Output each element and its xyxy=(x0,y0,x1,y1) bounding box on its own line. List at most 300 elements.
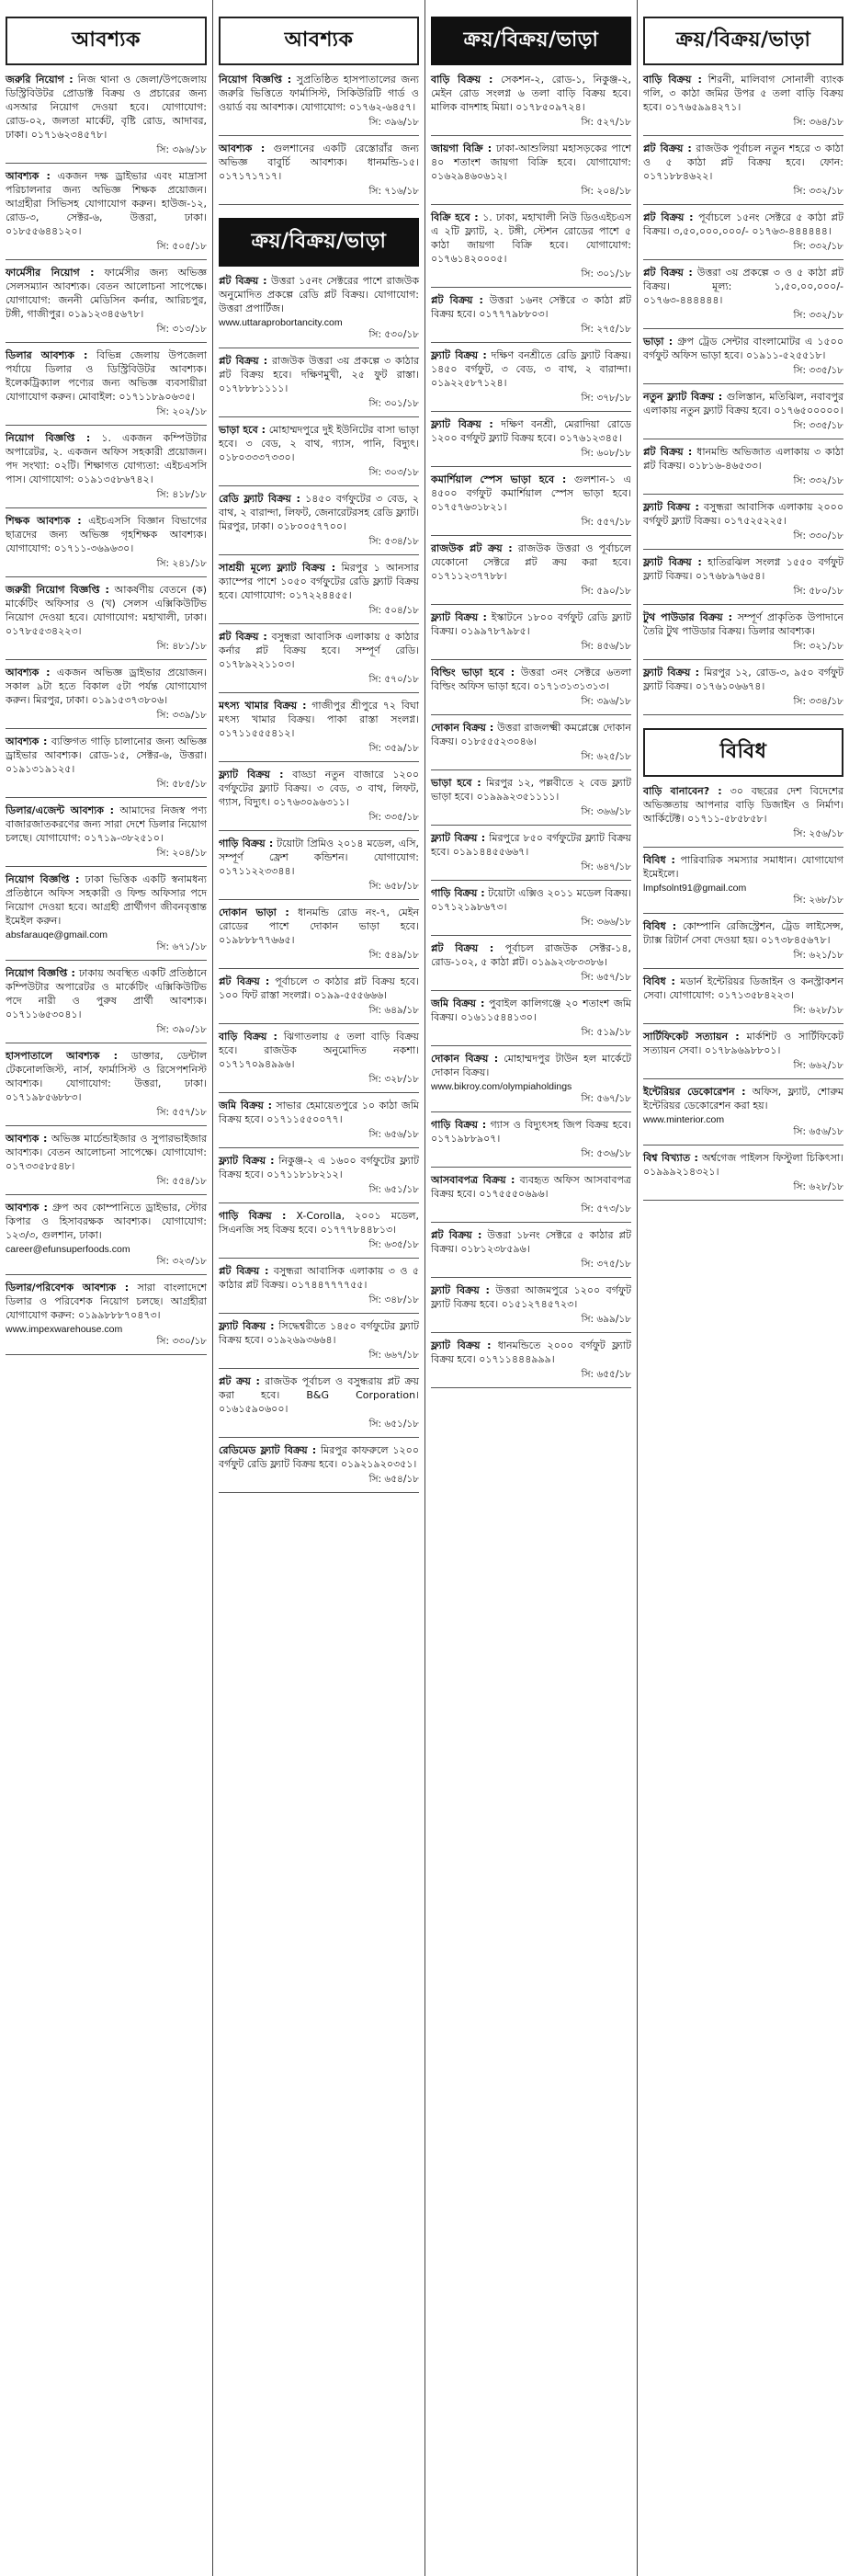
classified-ad xyxy=(219,837,419,900)
ad-category: নিয়োগ বিজ্ঞপ্তি : xyxy=(219,74,292,85)
classified-ad xyxy=(6,1201,207,1275)
classified-ad xyxy=(431,941,631,991)
ad-text xyxy=(219,1099,419,1126)
ad-category: মৎস্য খামার বিক্রয় : xyxy=(219,700,307,712)
ad-text xyxy=(431,293,631,321)
classified-ad xyxy=(431,831,631,881)
section-header: আবশ্যক xyxy=(219,17,419,65)
ad-url[interactable]: absfarauqe@gmail.com xyxy=(6,929,108,940)
ad-code: সি: ৪৫৬/১৮ xyxy=(431,640,631,660)
ad-category: ফ্ল্যাট বিক্রয় : xyxy=(431,832,486,844)
ad-category: প্লট বিক্রয় : xyxy=(431,1229,482,1241)
ad-category: নিয়োগ বিজ্ঞপ্তি : xyxy=(6,873,80,885)
ad-body: পূর্বাচল রাজউক সেক্টর-১৪, রোড-১০২, ৫ কাঠা প্লট। ০১৯৯২৩৮৩৩৮৬। xyxy=(431,942,632,968)
ad-text xyxy=(643,919,843,947)
ad-body: গ্যাস ও বিদ্যুৎসহ জিপ বিক্রয় হবে। ০১৭১৯৮৮৯০৭। xyxy=(431,1119,632,1145)
classified-ad xyxy=(643,266,843,329)
ad-category: ডিলার/এজেন্ট আবশ্যক : xyxy=(6,804,115,816)
ad-code: সি: ৬৫৬/১৮ xyxy=(643,1125,843,1146)
ad-text xyxy=(431,941,631,969)
classified-ad xyxy=(431,417,631,467)
ad-category: জমি বিক্রয় : xyxy=(431,997,485,1009)
ad-category: সাশ্রয়ী মূল্যে ফ্ল্যাট বিক্রয় : xyxy=(219,562,336,574)
ad-body: ঝিগাতলায় ৫ তলা বাড়ি বিক্রয় হবে। রাজউক অনুমোদিত নকশা। ০১৭১৭০৯৪৯৯৬। xyxy=(219,1031,419,1070)
classified-ad xyxy=(6,872,207,961)
ad-code: সি: ২০২/১৮ xyxy=(6,405,207,426)
ad-code: সি: ৩৩৫/১৮ xyxy=(643,419,843,439)
ad-body: ব্যবহৃত অফিস আসবাবপত্র বিক্রয় হবে। ০১৭৫৫৫০৬৯৬। xyxy=(431,1174,631,1200)
ad-text xyxy=(431,997,631,1024)
ad-category: ফ্ল্যাট বিক্রয় : xyxy=(219,769,284,781)
ad-code: সি: ৩৬৬/১৮ xyxy=(431,916,631,936)
ad-code: সি: ৬৪৯/১৮ xyxy=(219,1004,419,1024)
classified-ad xyxy=(219,906,419,969)
ad-body: পূর্বাচলে ১৫নং সেক্টরে ৫ কাঠা প্লট বিক্রয়। ৩,৫০,০০০,০০০/- ০১৭৬৩-৪৪৪৪৪৪। xyxy=(643,211,844,237)
ad-code: সি: ৭১৬/১৮ xyxy=(219,185,419,205)
classified-ad xyxy=(431,886,631,936)
classified-ad xyxy=(219,630,419,693)
ad-body: এইচএসসি বিজ্ঞান বিভাগের ছাত্রদের জন্য অভিজ্ঞ গৃহশিক্ষক আবশ্যক। যোগাযোগ: ০১৭১১-৩৬৯৬৩০। xyxy=(6,515,207,554)
ad-category: আবশ্যক : xyxy=(6,735,48,747)
ad-body: বসুন্ধরা আবাসিক এলাকায় ৫ কাঠার কর্নার প্লট বিক্রয় হবে। সম্পূর্ণ রেডি। ০১৭৮৯২২১১০৩। xyxy=(219,631,420,670)
ad-body: অভিজ্ঞ মার্চেন্ডাইজার ও সুপারভাইজার আবশ্যক। বেতন আলোচনা সাপেক্ষে। যোগাযোগ: ০১৭৩৩৫৮৫৪৮। xyxy=(6,1133,208,1172)
classified-ad xyxy=(431,293,631,343)
ad-body: একজন দক্ষ ড্রাইভার এবং মাদ্রাসা পরিচালনার জন্য অভিজ্ঞ শিক্ষক প্রয়োজন। আগ্রহীরা সিভিসহ যোগাযোগ করুন। হাউজ-১২, রোড-৩, সেক্টর-৬, উত্তরা, ঢাকা। ০১৮৫৫৬৪৪১২০। xyxy=(6,170,207,237)
section-header: ক্রয়/বিক্রয়/ভাড়া xyxy=(431,17,631,65)
ad-code: সি: ৩৬৬/১৮ xyxy=(431,805,631,826)
classified-ad xyxy=(6,1132,207,1195)
ad-body: রাজউক পূর্বাচল ও বসুন্ধরায় প্লট ক্রয় করা হবে। B&G Corporation। ০১৬১৫৯০৬০০। xyxy=(219,1375,419,1415)
ad-category: ভাড়া : xyxy=(643,336,674,348)
ad-code: সি: ৬৬২/১৮ xyxy=(643,1059,843,1079)
ad-text xyxy=(643,666,843,693)
classified-ad xyxy=(219,1030,419,1093)
ad-category: প্লট বিক্রয় : xyxy=(219,975,270,987)
ad-body: রাজউক পূর্বাচল নতুন শহরে ৩ কাঠা ও ৫ কাঠা প্লট বিক্রয় হবে। ফোন: ০১৭১৮৮৪৬২২। xyxy=(643,142,843,182)
ad-category: গাড়ি বিক্রয় : xyxy=(431,887,485,899)
ad-text xyxy=(643,555,843,583)
ad-text xyxy=(6,1281,207,1322)
ad-text xyxy=(6,735,207,776)
ad-text xyxy=(6,666,207,707)
ad-category: জরুরি নিয়োগ : xyxy=(6,74,74,85)
ad-code: সি: ৫২৭/১৮ xyxy=(431,116,631,136)
ad-text xyxy=(219,1443,419,1471)
ad-category: রেডিমেড ফ্ল্যাট বিক্রয় : xyxy=(219,1444,317,1456)
classified-ad xyxy=(431,666,631,715)
ad-text xyxy=(643,610,843,638)
ad-body: নিজ থানা ও জেলা/উপজেলায় ডিস্ট্রিবিউটর প্রোডাক্ট বিক্রয় ও প্রচারের জন্য এসআর নিয়োগ দেওয়া হবে। যোগাযোগ: রোড-০২, জলতা মার্কেট, বৃষ্টি রোড, আদাবর, ঢাকা। ০১৭১৬২৩৪৫৭৮। xyxy=(6,74,207,141)
classified-ad xyxy=(6,1049,207,1126)
ad-code: সি: ৩৩২/১৮ xyxy=(643,185,843,205)
ad-body: শিরনী, মালিবাগ সোনালী ব্যাংক গলি, ৩ কাঠা জমির উপর ৫ তলা বাড়ি বিক্রয় হবে। ০১৭৬৫৯৯৪২৭১। xyxy=(643,74,843,113)
classified-ad xyxy=(643,1030,843,1079)
ad-text xyxy=(6,872,207,928)
ad-text xyxy=(6,169,207,238)
ad-text xyxy=(643,73,843,114)
ad-code: সি: ৩৯৬/১৮ xyxy=(6,143,207,164)
ad-code: সি: ৩৩৪/১৮ xyxy=(643,695,843,715)
classified-ad xyxy=(431,473,631,536)
ad-body: আকর্ষণীয় বেতনে (ক) মার্কেটিং অফিসার ও (খ) সেলস এক্সিকিউটিভ নিয়োগ দেওয়া হবে। যোগাযোগ: মহাখালী, ঢাকা। ০১৭৮৫৫৩৪২২৩। xyxy=(6,584,208,637)
ad-category: আবশ্যক : xyxy=(219,142,266,154)
ad-code: সি: ৬৫১/১৮ xyxy=(219,1183,419,1203)
ad-text xyxy=(643,975,843,1002)
ad-category: আবশ্যক : xyxy=(6,667,51,678)
ad-body: মিরপুরে ৮৫০ বর্গফুটের ফ্ল্যাট বিক্রয় হবে। ০১৯১৪৪৫৫৬৬৭। xyxy=(431,832,631,858)
classified-ad xyxy=(431,1173,631,1223)
ad-body: বিভিন্ন জেলায় উপজেলা পর্যায়ে ডিলার ও ডিস্ট্রিবিউটর আবশ্যক। ইলেকট্রিক্যাল পণ্যের জন্য অভিজ্ঞ ব্যবসায়ীরা যোগাযোগ করুন। মোবাইল: ০১৭১১৮৯০৬৩৫। xyxy=(6,349,208,403)
ad-text xyxy=(219,423,419,464)
ad-category: বিবিধ : xyxy=(643,975,675,987)
ad-category: ফ্ল্যাট বিক্রয় : xyxy=(219,1320,275,1332)
ad-body: ঢাকা-আশুলিয়া মহাসড়কের পাশে ৪০ শতাংশ জায়গা বিক্রি হবে। যোগাযোগ: ০১৬২৯৪৬০৬১২। xyxy=(431,142,631,182)
ad-body: উত্তরা ১৮নং সেক্টরে ৫ কাঠার প্লট বিক্রয়। ০১৮১২৩৮৫৯৬। xyxy=(431,1229,631,1255)
classified-ad xyxy=(6,514,207,577)
ad-text xyxy=(431,417,631,445)
ad-body: উত্তরা আজমপুরে ১২০০ বর্গফুট ফ্ল্যাট বিক্রয় হবে। ০১৫১২৭৪৫৭২৩। xyxy=(431,1284,631,1310)
ad-code: সি: ৫৬৭/১৮ xyxy=(431,1092,631,1112)
ad-body: মিরপুর কাফরুলে ১২০০ বর্গফুট রেডি ফ্ল্যাট বিক্রয় হবে। ০১৯২১৯২০৩৫১। xyxy=(219,1444,419,1470)
ad-body: পুবাইল কালিগঞ্জে ২০ শতাংশ জমি বিক্রয়। ০১৬১১৫৪৪১৩০। xyxy=(431,997,631,1023)
classified-ad xyxy=(219,1099,419,1148)
ad-code: সি: ৩৩০/১৮ xyxy=(643,530,843,550)
ad-text xyxy=(643,853,843,881)
ad-category: ফ্ল্যাট বিক্রয় : xyxy=(643,667,700,678)
ad-category: প্লট বিক্রয় : xyxy=(643,142,692,154)
section-header: আবশ্যক xyxy=(6,17,207,65)
ad-code: সি: ৬৫৬/১৮ xyxy=(219,1128,419,1148)
ad-body: উত্তরা ৩নং সেক্টরে ৬তলা বিল্ডিং অফিস ভাড়া হবে। ০১৭১৩১৩১৩১৩। xyxy=(431,667,632,692)
ad-category: ইন্টেরিয়র ডেকোরেশন : xyxy=(643,1086,746,1098)
ad-category: বিবিধ : xyxy=(643,920,677,932)
ad-text xyxy=(6,1049,207,1104)
classified-ad xyxy=(219,768,419,831)
ad-text xyxy=(643,335,843,362)
ad-code: সি: ৬৩৫/১৮ xyxy=(219,1238,419,1259)
ad-category: গাড়ি বিক্রয় : xyxy=(219,838,274,849)
classified-ad xyxy=(643,73,843,136)
ad-code: সি: ৬০৮/১৮ xyxy=(431,447,631,467)
classified-ad xyxy=(6,266,207,343)
classified-ad xyxy=(643,445,843,495)
ad-body: ধানমন্ডি অভিজাত এলাকায় ৩ কাঠা প্লট বিক্রয়। ০১৮১৬-৪৬৫৩৩। xyxy=(643,446,844,472)
ad-category: নিয়োগ বিজ্ঞপ্তি : xyxy=(6,432,91,444)
ad-url[interactable]: www.bikroy.com/olympiaholdings xyxy=(431,1081,572,1092)
section-header: ক্রয়/বিক্রয়/ভাড়া xyxy=(643,17,843,65)
ad-code: সি: ৬৪৭/১৮ xyxy=(431,861,631,881)
ad-body: বসুন্ধরা আবাসিক এলাকায় ২০০০ বর্গফুট ফ্ল্যাট বিক্রয়। ০১৭৫২৫২২৫। xyxy=(643,501,843,527)
ad-text xyxy=(219,1154,419,1181)
ad-text xyxy=(431,142,631,183)
ad-code: সি: ৬২১/১৮ xyxy=(643,949,843,969)
ad-code: সি: ২০৪/১৮ xyxy=(431,185,631,205)
ad-body: মোহাম্মদপুর টাউন হল মার্কেটে দোকান বিক্রয়। xyxy=(431,1053,631,1078)
ad-code: সি: ৫৮০/১৮ xyxy=(643,585,843,605)
ad-code: সি: ৩৫৯/১৮ xyxy=(219,742,419,762)
ad-body: সিদ্ধেশ্বরীতে ১৪৫০ বর্গফুটের ফ্ল্যাট বিক্রয় হবে। ০১৯২৬৯৩৬৬৪। xyxy=(219,1320,419,1346)
ad-text xyxy=(431,610,631,638)
ad-text xyxy=(219,1319,419,1347)
ad-code: সি: ৬২৮/১৮ xyxy=(643,1004,843,1024)
ad-category: প্লট বিক্রয় : xyxy=(219,1265,269,1277)
classified-ad xyxy=(431,610,631,660)
ad-code: সি: ৫৩৬/১৮ xyxy=(431,1147,631,1168)
classified-ad xyxy=(219,492,419,555)
classified-ad xyxy=(6,348,207,426)
ad-category: রেডি ফ্ল্যাট বিক্রয় : xyxy=(219,493,300,505)
ad-url[interactable]: www.minterior.com xyxy=(643,1114,725,1125)
ad-text xyxy=(431,1339,631,1366)
ad-code: সি: ৫৩০/১৮ xyxy=(219,328,419,348)
ad-body: মার্কশিট ও সার্টিফিকেট সত্যায়ন সেবা। ০১৭৮৯৬৯৮৮০১। xyxy=(643,1031,843,1056)
classified-ad xyxy=(643,1085,843,1146)
ad-code: সি: ৬৫৫/১৮ xyxy=(431,1368,631,1388)
ad-body: রাজউক উত্তরা ৩য় প্রকল্পে ৩ কাঠার প্লট বিক্রয় হবে। দক্ষিণমুখী, ২৫ ফুট রাস্তা। ০১৭৮৮৮১১১১। xyxy=(219,355,419,394)
ad-code: সি: ৩০১/১৮ xyxy=(431,268,631,288)
ad-text xyxy=(643,1151,843,1179)
classified-column-1 xyxy=(0,0,212,2576)
classified-ad xyxy=(6,666,207,729)
classified-ad xyxy=(219,561,419,624)
ad-code: সি: ৩৯০/১৮ xyxy=(6,1023,207,1043)
ad-body: ঢাকা ভিত্তিক একটি স্বনামধন্য প্রতিষ্ঠানে অফিস সহকারী ও ফিল্ড অফিসার পদে নিয়োগ দেওয়া হবে। আগ্রহী প্রার্থীগণ জীবনবৃত্তান্ত ইমেইল করুন। xyxy=(6,873,207,927)
ad-category: বিল্ডিং ভাড়া হবে : xyxy=(431,667,515,678)
ad-body: গুলশানের একটি রেস্তোরাঁর জন্য অভিজ্ঞ বাবুর্চি আবশ্যক। ধানমন্ডি-১৫। ০১৭১৭১৭১৭। xyxy=(219,142,420,182)
ad-category: জায়গা বিক্রি : xyxy=(431,142,492,154)
ad-text xyxy=(431,1173,631,1201)
ad-code: সি: ৫০৫/১৮ xyxy=(6,240,207,260)
ad-url[interactable]: www.impexwarehouse.com xyxy=(6,1324,123,1335)
ad-category: আবশ্যক : xyxy=(6,1133,48,1145)
ad-category: আবশ্যক : xyxy=(6,1202,48,1214)
classified-ad xyxy=(219,142,419,205)
ad-text xyxy=(219,1209,419,1237)
classified-ad xyxy=(431,1228,631,1278)
classified-ad xyxy=(643,853,843,914)
ad-text xyxy=(431,721,631,748)
classified-ad xyxy=(219,975,419,1024)
ad-body: ৩০ বছরের দেশ বিদেশের অভিজ্ঞতায় আপনার বাড়ি ডিজাইন ও নির্মাণ। আর্কিটেক্ট। ০১৭১১-৫৮৫৮৫৮। xyxy=(643,785,843,825)
ad-text xyxy=(431,886,631,914)
ad-category: টুথ পাউডার বিক্রয় : xyxy=(643,611,732,623)
ad-text xyxy=(431,666,631,693)
ad-text xyxy=(219,1030,419,1071)
ad-code: সি: ২৪১/১৮ xyxy=(6,557,207,577)
ad-code: সি: ৫৫৭/১৮ xyxy=(6,1106,207,1126)
ad-text xyxy=(643,390,843,417)
ad-code: সি: ৫৭৩/১৮ xyxy=(431,1203,631,1223)
ad-body: উত্তরা ১৫নং সেক্টরের পাশে রাজউক অনুমোদিত প্রকল্পে রেডি প্লট বিক্রয়। যোগাযোগ: উত্তরা প্রপার্টিজ। xyxy=(219,275,420,314)
ad-body: ধানমন্ডি রোড নং-৭, মেইন রোডের পাশে দোকান ভাড়া হবে। ০১৯৮৮৮৭৭৬৬৫। xyxy=(219,906,420,946)
ad-category: রাজউক প্লট ক্রয় : xyxy=(431,542,513,554)
ad-text xyxy=(643,142,843,183)
classified-ad xyxy=(6,966,207,1043)
ad-category: দোকান বিক্রয় : xyxy=(431,1053,499,1065)
classified-ad xyxy=(219,1209,419,1259)
ad-text xyxy=(6,514,207,555)
ad-body: মডার্ন ইন্টেরিয়র ডিজাইন ও কনস্ট্রাকশন সেবা। যোগাযোগ: ০১৭১৩৫৮৪২২৩। xyxy=(643,975,844,1001)
classified-ad xyxy=(219,1154,419,1203)
ad-category: ফার্মেসীর নিয়োগ : xyxy=(6,267,95,279)
ad-text xyxy=(431,73,631,114)
ad-url[interactable]: www.uttaraprobortancity.com xyxy=(219,317,343,328)
ad-body: ধানমন্ডিতে ২০০০ বর্গফুট ফ্ল্যাট বিক্রয় হবে। ০১৭১১৪৪৪৯৯৯। xyxy=(431,1339,631,1365)
ad-code: সি: ৩৩০/১৮ xyxy=(6,1335,207,1355)
ad-body: টয়োটা প্রিমিও ২০১৪ মডেল, এসি, সম্পূর্ণ ফ্রেশ কন্ডিশন। যোগাযোগ: ০১৭১১২২৩৩৪৪। xyxy=(219,838,419,877)
ad-url[interactable]: lmpfsolnt91@gmail.com xyxy=(643,883,747,894)
ad-text xyxy=(6,966,207,1021)
ad-body: সারা বাংলাদেশে ডিলার ও পরিবেশক নিয়োগ চলছে। আগ্রহীরা যোগাযোগ করুন: ০১৯৯৮৮৮৭০৪৭৩। xyxy=(6,1282,207,1321)
ad-category: ডিলার/পরিবেশক আবশ্যক : xyxy=(6,1282,130,1294)
ad-text xyxy=(431,1228,631,1256)
ad-code: সি: ২০৪/১৮ xyxy=(6,847,207,867)
ad-body: মিরপুর ১২, রোড-৩, ৯৫০ বর্গফুট ফ্ল্যাট বিক্রয়। ০১৭৬১০৬৬৭৪। xyxy=(643,667,843,692)
ad-body: একজন অভিজ্ঞ ড্রাইভার প্রয়োজন। সকাল ৯টা হতে বিকাল ৫টা পর্যন্ত যোগাযোগ করুন। মিরপুর, ঢাকা। ০১৯১৫৩৭৩৮০৬। xyxy=(6,667,208,706)
classified-ad xyxy=(6,583,207,660)
ad-category: হাসপাতালে আবশ্যক : xyxy=(6,1050,119,1062)
classified-ad xyxy=(219,699,419,762)
ad-body: নিকুঞ্জ-২ এ ১৬০০ বর্গফুটের ফ্ল্যাট বিক্রয় হবে। ০১৭১১৮১৮২১২। xyxy=(219,1155,419,1180)
ad-text xyxy=(219,768,419,809)
classified-ad xyxy=(431,142,631,205)
ad-code: সি: ৩৩৫/১৮ xyxy=(643,364,843,384)
classified-ad xyxy=(643,666,843,715)
ad-body: অফিস, ফ্ল্যাট, শোরুম ইন্টেরিয়র ডেকোরেশন করা হয়। xyxy=(643,1086,844,1111)
ad-text xyxy=(6,73,207,142)
ad-text xyxy=(643,784,843,826)
ad-body: হাতিরঝিল সংলগ্ন ১৫৫০ বর্গফুট ফ্ল্যাট বিক্রয়। ০১৭৬৮৯৭৬৫৪। xyxy=(643,556,843,582)
ad-text xyxy=(643,1030,843,1057)
ad-body: পারিবারিক সমস্যার সমাধান। যোগাযোগ ইমেইলে। xyxy=(643,854,844,880)
ad-category: বাড়ি বিক্রয় : xyxy=(431,74,493,85)
classified-ad xyxy=(643,335,843,384)
classified-ad xyxy=(643,555,843,605)
ad-text xyxy=(219,1374,419,1416)
classified-ad xyxy=(219,423,419,486)
ad-text xyxy=(219,561,419,602)
ad-code: সি: ৬৫৭/১৮ xyxy=(431,971,631,991)
ad-code: সি: ৩৩২/১৮ xyxy=(643,474,843,495)
ad-category: ভাড়া হবে : xyxy=(219,424,266,436)
ad-category: প্লট বিক্রয় : xyxy=(219,631,267,643)
ad-body: ১. একজন কম্পিউটার অপারেটর, ২. একজন অফিস সহকারী প্রয়োজন। পদ সংখ্যা: ০২টি। শিক্ষাগত যোগ্যতা: এইচএসসি পাস। যোগাযোগ: ০১৯১৩৫৮৬৭৪২। xyxy=(6,432,207,485)
classified-ad xyxy=(643,975,843,1024)
ad-category: প্লট বিক্রয় : xyxy=(431,942,494,954)
ad-body: সম্পূর্ণ প্রাকৃতিক উপাদানে তৈরি টুথ পাউডার বিক্রয়। ডিলার আবশ্যক। xyxy=(643,611,844,637)
ad-body: মিরপুর ১২, পল্লবীতে ২ বেড ফ্ল্যাট ভাড়া হবে। ০১৯৯৯২৩৫১১১১। xyxy=(431,777,631,803)
ad-category: ফ্ল্যাট বিক্রয় : xyxy=(643,501,699,513)
ad-code: সি: ৬৯৯/১৮ xyxy=(431,1313,631,1333)
ad-category: প্লট বিক্রয় : xyxy=(643,211,694,223)
classified-ad xyxy=(431,1118,631,1168)
section-header: বিবিধ xyxy=(643,728,843,777)
classified-ad xyxy=(6,1281,207,1355)
ad-category: ফ্ল্যাট বিক্রয় : xyxy=(431,418,493,430)
ad-url[interactable]: career@efunsuperfoods.com xyxy=(6,1244,130,1255)
ad-category: শিক্ষক আবশ্যক : xyxy=(6,515,82,527)
ad-category: আবশ্যক : xyxy=(6,170,51,182)
ad-code: সি: ৩৯৬/১৮ xyxy=(219,116,419,136)
ad-text xyxy=(6,1132,207,1173)
classified-ad xyxy=(643,500,843,550)
ad-code: সি: ৩২৮/১৮ xyxy=(219,1073,419,1093)
ad-category: গাড়ি বিক্রয় : xyxy=(219,1210,287,1222)
ad-text xyxy=(6,266,207,321)
ad-text xyxy=(431,776,631,804)
ad-text xyxy=(219,1264,419,1292)
ad-body: কোম্পানি রেজিস্ট্রেশন, ট্রেড লাইসেন্স, ট্যাক্স রিটার্ন সেবা দেওয়া হয়। ০১৭৩৮৪৫৬৭৮। xyxy=(643,920,843,946)
ad-code: সি: ৩৪৮/১৮ xyxy=(219,1294,419,1314)
classified-ad xyxy=(643,919,843,969)
ad-category: বিশ্ব বিখ্যাত : xyxy=(643,1152,698,1164)
ad-code: সি: ৫০৪/১৮ xyxy=(219,604,419,624)
ad-category: দোকান বিক্রয় : xyxy=(431,722,494,734)
ad-text xyxy=(219,142,419,183)
ad-code: সি: ৩৩৯/১৮ xyxy=(6,709,207,729)
classified-ad xyxy=(6,73,207,164)
ad-category: ফ্ল্যাট বিক্রয় : xyxy=(431,611,487,623)
classified-ad xyxy=(431,1283,631,1333)
ad-code: সি: ৬২৫/১৮ xyxy=(431,750,631,770)
classified-ad xyxy=(431,1052,631,1112)
ad-text xyxy=(6,804,207,845)
ad-code: সি: ৫৪৯/১৮ xyxy=(219,949,419,969)
ad-code: সি: ৩০১/১৮ xyxy=(219,397,419,417)
ad-category: প্লট ক্রয় : xyxy=(219,1375,260,1387)
ad-text xyxy=(643,445,843,473)
ad-code: সি: ৫১৯/১৮ xyxy=(431,1026,631,1046)
classified-ad xyxy=(6,431,207,508)
ad-body: মোহাম্মদপুরে দুই ইউনিটের বাসা ভাড়া হবে। ৩ বেড, ২ বাথ, গ্যাস, পানি, বিদ্যুৎ। ০১৮০৩৩৩৭৩৩০। xyxy=(219,424,420,463)
classified-ad xyxy=(219,1319,419,1369)
ad-category: ফ্ল্যাট বিক্রয় : xyxy=(431,349,487,361)
ad-body: ব্যক্তিগত গাড়ি চালানোর জন্য অভিজ্ঞ ড্রাইভার আবশ্যক। রোড-১৫, সেক্টর-৬, উত্তরা। ০১৯১৩১৯১২৫। xyxy=(6,735,208,775)
ad-category: সার্টিফিকেট সত্যায়ন : xyxy=(643,1031,740,1043)
ad-body: উত্তরা ৩য় প্রকল্পে ৩ ও ৫ কাঠা প্লট বিক্রয়। মূল্য: ১,৫০,০০,০০০/- ০১৭৬৩-৪৪৪৪৪৪। xyxy=(643,267,844,306)
ad-code: সি: ৬২৮/১৮ xyxy=(643,1180,843,1201)
ad-code: সি: ৩৩৫/১৮ xyxy=(219,811,419,831)
classified-ad xyxy=(643,610,843,660)
classified-ad xyxy=(431,721,631,770)
ad-text xyxy=(219,699,419,740)
classified-ad xyxy=(219,1443,419,1493)
classified-ad xyxy=(643,784,843,848)
ad-category: প্লট বিক্রয় : xyxy=(643,446,693,458)
ad-body: ডাক্তার, ডেন্টাল টেকনোলজিস্ট, নার্স, ফার্মাসিস্ট ও রিসেপশনিস্ট আবশ্যক। যোগাযোগ: উত্তরা, ঢাকা। ০১৭১৯৮৫৬৮৮৩। xyxy=(6,1050,208,1103)
classified-ad xyxy=(219,1374,419,1438)
ad-category: ফ্ল্যাট বিক্রয় : xyxy=(219,1155,275,1167)
ad-text xyxy=(219,630,419,671)
ad-body: ১. ঢাকা, মহাখালী নিউ ডিওএইচএস এ ২টি ফ্ল্যাট, ২. টঙ্গী, স্টেশন রোডের পাশে ৫ কাঠা জায়গা বিক্রি হবে। যোগাযোগ: ০১৭৬১৪২০০০৫। xyxy=(431,211,632,265)
ad-code: সি: ৫৭০/১৮ xyxy=(219,673,419,693)
ad-text xyxy=(6,431,207,486)
ad-body: গ্রুপ ট্রেড সেন্টার বাংলামোটর এ ১৫০০ বর্গফুট অফিস ভাড়া হবে। ০১৯১১-৫২৫৫১৮। xyxy=(643,336,843,361)
ad-category: দোকান ভাড়া : xyxy=(219,906,289,918)
classified-ad xyxy=(431,73,631,136)
ad-category: বাড়ি বিক্রয় : xyxy=(219,1031,277,1043)
ad-body: বসুন্ধরা আবাসিক এলাকায় ৩ ও ৫ কাঠার প্লট বিক্রয়। ০১৭৪৪৭৭৭৭৫৫। xyxy=(219,1265,419,1291)
ad-code: সি: ৫৫৪/১৮ xyxy=(6,1175,207,1195)
ad-code: সি: ৩৭৮/১৮ xyxy=(431,392,631,412)
ad-text xyxy=(431,348,631,390)
ad-category: বিক্রি হবে : xyxy=(431,211,479,223)
classified-ad xyxy=(6,735,207,798)
classified-column-2 xyxy=(212,0,424,2576)
ad-text xyxy=(431,473,631,514)
ad-code: সি: ৩২১/১৮ xyxy=(643,640,843,660)
ad-code: সি: ২৬৮/১৮ xyxy=(643,894,843,914)
